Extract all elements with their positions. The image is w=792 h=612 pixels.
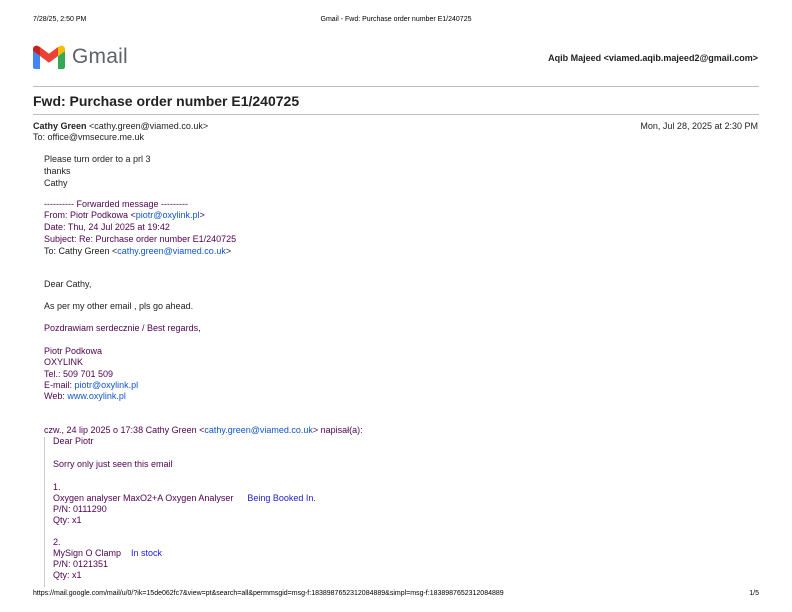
gmail-wordmark: Gmail bbox=[72, 45, 128, 68]
signature-name: Piotr Podkowa bbox=[44, 346, 103, 356]
message-date: Mon, Jul 28, 2025 at 2:30 PM bbox=[640, 121, 758, 131]
item-status: In stock bbox=[131, 548, 163, 558]
gmail-m-icon bbox=[33, 45, 65, 69]
item-status: Being Booked In. bbox=[247, 493, 316, 503]
item-line bbox=[53, 548, 162, 559]
item-part-number: P/N: 0121351 bbox=[53, 559, 109, 569]
reply-text: As per my other email , pls go ahead. bbox=[44, 301, 194, 311]
recipient-line: To: office@vmsecure.me.uk bbox=[33, 132, 145, 142]
print-footer-url: https://mail.google.com/mail/u/0/?ik=15de062fc7&view=pt&search=all&permmsgid=msg-f:1838987652312084889&simpl=msg-f:1838987652312084889 bbox=[33, 590, 504, 597]
item-part-number: P/N: 0111290 bbox=[53, 504, 107, 514]
message-subject: Fwd: Purchase order number E1/240725 bbox=[33, 93, 300, 109]
body-line: thanks bbox=[44, 166, 71, 176]
item-line bbox=[53, 493, 316, 504]
forwarded-subject: Subject: Re: Purchase order number E1/240725 bbox=[44, 234, 237, 244]
signature-email-link[interactable]: piotr@oxylink.pl bbox=[74, 380, 139, 390]
sender-name: Cathy Green bbox=[33, 121, 87, 131]
signature-email bbox=[44, 380, 138, 391]
gmail-logo bbox=[33, 45, 128, 69]
forwarded-from bbox=[44, 210, 205, 221]
divider-subject bbox=[33, 114, 759, 115]
divider-top bbox=[33, 86, 759, 87]
item-number: 1. bbox=[53, 482, 61, 492]
body-line: Cathy bbox=[44, 178, 68, 188]
forwarded-to-label: To: Cathy Green < bbox=[44, 246, 118, 256]
quoted-header-suffix: > napisał(a): bbox=[312, 425, 363, 435]
forwarded-date: Date: Thu, 24 Jul 2025 at 19:42 bbox=[44, 222, 170, 232]
signature-company: OXYLINK bbox=[44, 357, 84, 367]
forwarded-to bbox=[44, 246, 231, 257]
quoted-text: Sorry only just seen this email bbox=[53, 459, 173, 469]
print-header-datetime: 7/28/25, 2:50 PM bbox=[33, 16, 87, 23]
signature-web-link[interactable]: www.oxylink.pl bbox=[67, 391, 126, 401]
sender-line bbox=[33, 121, 208, 131]
forwarded-from-close: > bbox=[199, 210, 205, 220]
forwarded-to-close: > bbox=[225, 246, 232, 256]
quote-bar bbox=[44, 437, 45, 587]
signature-email-label: E-mail: bbox=[44, 380, 75, 390]
print-header-title: Gmail - Fwd: Purchase order number E1/240725 bbox=[320, 16, 472, 23]
item-quantity: Qty: x1 bbox=[53, 515, 82, 525]
forwarded-to-email-link[interactable]: cathy.green@viamed.co.uk bbox=[117, 246, 226, 256]
signature-tel: Tel.: 509 701 509 bbox=[44, 369, 114, 379]
item-name: MySign O Clamp bbox=[53, 548, 122, 558]
reply-greeting: Dear Cathy, bbox=[44, 279, 92, 289]
reply-regards: Pozdrawiam serdecznie / Best regards, bbox=[44, 323, 201, 333]
quoted-header-prefix: czw., 24 lip 2025 o 17:38 Cathy Green < bbox=[44, 425, 205, 435]
print-footer-page: 1/5 bbox=[749, 590, 759, 597]
forwarded-marker: ---------- Forwarded message --------- bbox=[44, 199, 188, 209]
signature-web-label: Web: bbox=[44, 391, 68, 401]
signature-web bbox=[44, 391, 126, 402]
forwarded-from-email-link[interactable]: piotr@oxylink.pl bbox=[135, 210, 200, 220]
item-number: 2. bbox=[53, 537, 61, 547]
sender-email: <cathy.green@viamed.co.uk> bbox=[89, 121, 209, 131]
item-name: Oxygen analyser MaxO2+A Oxygen Analyser bbox=[53, 493, 234, 503]
item-quantity: Qty: x1 bbox=[53, 570, 82, 580]
forwarded-from-label: From: Piotr Podkowa < bbox=[44, 210, 136, 220]
account-identity: Aqib Majeed <viamed.aqib.majeed2@gmail.com> bbox=[548, 53, 758, 63]
quoted-greeting: Dear Piotr bbox=[53, 436, 94, 446]
body-line: Please turn order to a prl 3 bbox=[44, 154, 151, 164]
quoted-header-email-link[interactable]: cathy.green@viamed.co.uk bbox=[204, 425, 313, 435]
quoted-header bbox=[44, 425, 363, 436]
